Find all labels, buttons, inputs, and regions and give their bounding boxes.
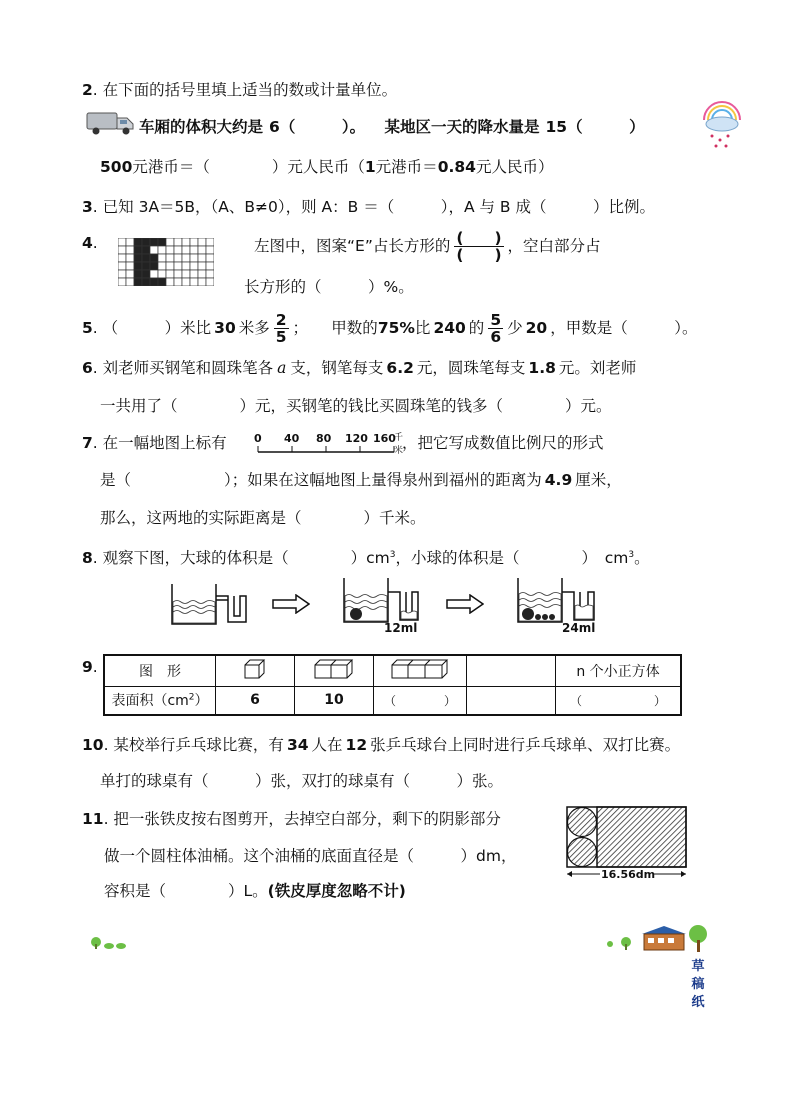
grid-cell [150,254,158,262]
grid-cell [126,262,134,270]
q7-line2: 是（ ）；如果在这幅地图上量得泉州到福州的距离为 4.9 厘米， [100,471,622,489]
grid-cell [126,278,134,286]
q5-line: 5. （ ）米比 30 米多 $\frac{2}{5}$ ； 甲数的75%比 240 的 $\frac{5}{6}$ 少 20 ，甲数是（ ）。 [82,311,698,346]
grid-cell [206,246,214,254]
q2-line1: 车厢的体积大约是 6（ ）。 某地区一天的降水量是 15（ ） [139,118,645,136]
q9-number: 9. [82,658,98,676]
q2-stem: 2. 在下面的括号里填上适当的数或计量单位。 [82,81,398,99]
grid-cell [174,262,182,270]
beaker-1-volume-label: 12ml [384,621,418,635]
grid-cell [182,262,190,270]
grid-cell [174,254,182,262]
grid-cell [182,278,190,286]
q3-line: 3. 已知 3A＝5B，（A、B≠0），则 A：B ＝（ ），A 与 B 成（ ）比例。 [82,198,655,216]
grid-cell [158,254,166,262]
grid-cell [198,238,206,246]
q4-line1: 左图中，图案“E”占长方形的 $\frac{( )}{( )}$ ，空白部分占 [254,229,601,264]
grid-cell [182,270,190,278]
grid-cell [190,246,198,254]
grid-cell [134,238,142,246]
grid-cell [150,278,158,286]
q11-line1: 11. 把一张铁皮按右图剪开，去掉空白部分，剩下的阴影部分 [82,810,501,828]
grid-cell [158,270,166,278]
grid-cell [118,254,126,262]
grid-cell [206,278,214,286]
grid-cell [182,238,190,246]
grid-cell [118,238,126,246]
grid-cell [198,246,206,254]
surface-area-2: 10 [295,686,374,715]
q10-line2: 单打的球桌有（ ）张，双打的球桌有（ ）张。 [100,772,504,790]
grid-cell [166,270,174,278]
q11-line3: 容积是（ ）L。(铁皮厚度忽略不计) [104,882,406,900]
grid-cell [206,238,214,246]
grid-cell [190,262,198,270]
grid-cell [166,278,174,286]
q10-line1: 10. 某校举行乒乓球比赛，有 34 人在 12 张乒乓球台上同时进行乒乓球单、双打比赛。 [82,736,681,754]
grid-cell [142,278,150,286]
grid-cell [206,270,214,278]
right-arrow-icon [446,594,484,614]
map-scale-bar: 0 40 80 120 160 千米 [254,432,404,456]
grid-cell [142,254,150,262]
grid-cell [198,254,206,262]
table-header-n-cubes: n 个小正方体 [556,655,682,686]
grid-cell [134,246,142,254]
table-header-shape: 图 形 [104,655,216,686]
grid-cell [190,238,198,246]
grid-cell [118,262,126,270]
three-cubes-cell [374,655,467,686]
grid-cell [158,262,166,270]
grid-cell [118,246,126,254]
grid-cell [166,246,174,254]
grid-cell [134,262,142,270]
q4-fraction: $\frac{( )}{( )}$ [456,229,502,264]
q4-number: 4. [82,234,98,252]
grid-cell [190,278,198,286]
blank-cell [467,686,556,715]
grid-cell [126,246,134,254]
right-arrow-icon [272,594,310,614]
grid-cell [190,254,198,262]
surface-area-table [103,654,682,716]
grid-cell [166,238,174,246]
sheet-length-label: 16.56dm [601,868,656,881]
grid-cell [134,278,142,286]
grid-cell [166,254,174,262]
grid-cell [150,262,158,270]
rain-cloud-icon [700,100,744,150]
grid-cell [206,262,214,270]
grid-cell [142,262,150,270]
q7-line1: 7. 在一幅地图上标有 [82,434,227,452]
scratch-paper-label: 草稿纸 [691,959,705,1010]
grid-cell [158,246,166,254]
two-cubes-cell [295,655,374,686]
grid-cell [206,254,214,262]
beaker-figure-1 [170,582,248,626]
grid-cell [158,238,166,246]
grid-cell [118,270,126,278]
q11-line2: 做一个圆柱体油桶。这个油桶的底面直径是（ ）dm， [104,847,517,865]
grid-cell [182,246,190,254]
blank-cell [467,655,556,686]
surface-area-1: 6 [216,686,295,715]
grid-cell [158,278,166,286]
q6-line1: 6. 刘老师买钢笔和圆珠笔各 a 支，钢笔每支 6.2 元，圆珠笔每支 1.8 元。刘老师 [82,359,637,377]
one-cube-cell [216,655,295,686]
q2-line2: 500元港币＝（ ）元人民币（1元港币＝0.84元人民币） [100,158,554,176]
grass-decoration-icon [89,936,129,950]
q6-line2: 一共用了（ ）元，买钢笔的钱比买圆珠笔的钱多（ ）元。 [100,397,612,415]
grid-cell [134,270,142,278]
q7-line3: 那么，这两地的实际距离是（ ）千米。 [100,509,426,527]
grid-cell [198,262,206,270]
q8-line: 8. 观察下图，大球的体积是（ ）$cm^3$，小球的体积是（ ） $cm^3$。 [82,549,650,568]
grid-cell [174,270,182,278]
grid-cell [142,270,150,278]
grid-cell [198,270,206,278]
q4-line2: 长方形的（ ）%。 [244,278,414,296]
grid-cell [126,270,134,278]
house-and-tree-icon [606,922,710,954]
q7-line1-end: ，把它写成数值比例尺的形式 [402,434,604,452]
surface-area-3-blank: （ ） [374,686,467,715]
table-row-surface-area-label: 表面积$(cm^2)$ [104,686,216,715]
surface-area-n-blank: （ ） [556,686,682,715]
grid-cell [150,270,158,278]
beaker-2-volume-label: 24ml [562,621,596,635]
grid-cell [142,246,150,254]
grid-cell [150,238,158,246]
grid-cell [126,238,134,246]
grid-cell [174,246,182,254]
grid-cell [174,278,182,286]
grid-cell [198,278,206,286]
grid-cell [150,246,158,254]
grid-cell [166,262,174,270]
letter-e-grid-figure [118,238,214,286]
grid-cell [190,270,198,278]
grid-cell [174,238,182,246]
grid-cell [182,254,190,262]
grid-cell [126,254,134,262]
grid-cell [134,254,142,262]
grid-cell [118,278,126,286]
truck-icon [86,111,138,135]
grid-cell [142,238,150,246]
